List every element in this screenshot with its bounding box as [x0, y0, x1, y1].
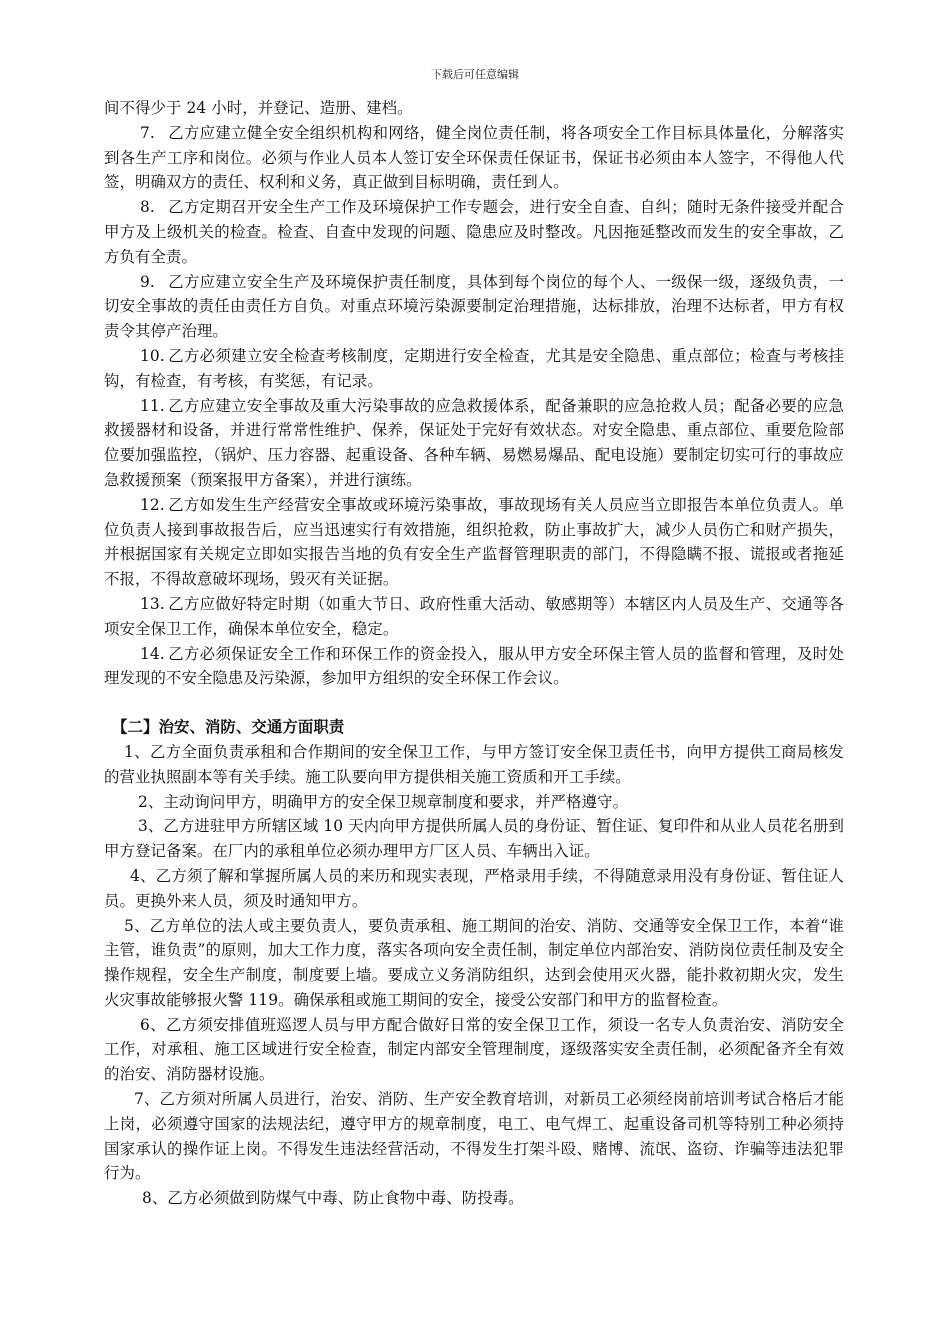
- clause-item: 5、乙方单位的法人或主要负责人，要负责承租、施工期间的治安、消防、交通等安全保卫工作，本着“谁主管，谁负责”的原则，加大工作力度，落实各项向安全责任制，制定单位内部治安、消防岗位责任制及安全操作规程，安全生产制度，制度要上墙。要成立义务消防组织，达到会使用灭火器，能扑救初期火灾，发生火灾事故能够报火警 119。确保承租或施工期间的安全，接受公安部门和甲方的监督检查。: [104, 916, 844, 1009]
- clause-item: 7、乙方须对所属人员进行，治安、消防、生产安全教育培训，对新员工必须经岗前培训考试合格后才能上岗，必须遵守国家的法规法纪，遵守甲方的规章制度，电工、电气焊工、起重设备司机等特别工种必须持国家承认的操作证上岗。不得发生违法经营活动，不得发生打架斗殴、赌博、流氓、盗窃、诈骗等违法犯罪行为。: [104, 1090, 844, 1183]
- numbered-item: [104, 493, 844, 592]
- numbered-item: [104, 344, 844, 394]
- section-gap: [104, 691, 844, 715]
- item-number: 11.: [140, 396, 165, 415]
- part1-list: [104, 121, 844, 691]
- item-number: 13.: [140, 594, 165, 613]
- page-header: 下载后可任意编辑: [431, 68, 519, 81]
- item-number: 8.: [140, 198, 155, 217]
- item-text: 乙方应建立安全事故及重大污染事故的应急救援体系，配备兼职的应急抢救人员；配备必要的应急救援器材和设备，并进行常常性维护、保养，保证处于完好有效状态。对安全隐患、重点部位、重要危险部位要加强监控，（锅炉、压力容器、起重设备、各种车辆、易燃易爆品、配电设施）要制定切实可行的事故应急救援预案（预案报甲方备案），并进行演练。: [104, 396, 844, 489]
- item-text: 乙方必须建立安全检查考核制度，定期进行安全检查，尤其是安全隐患、重点部位；检查与考核挂钩，有检查，有考核，有奖惩，有记录。: [104, 346, 844, 390]
- numbered-item: [104, 592, 844, 642]
- item-number: 7.: [140, 123, 155, 142]
- item-text: 乙方应建立健全安全组织机构和网络，健全岗位责任制，将各项安全工作目标具体量化，分解落实到各生产工序和岗位。必须与作业人员本人签订安全环保责任保证书，保证书必须由本人签字，不得他人代签，明确双方的责任、权利和义务，真正做到目标明确，责任到人。: [104, 123, 844, 192]
- numbered-item: [104, 195, 844, 269]
- clause-item: 4、乙方须了解和掌握所属人员的来历和现实表现，严格录用手续，不得随意录用没有身份证、暂住证人员。更换外来人员，须及时通知甲方。: [104, 866, 844, 910]
- numbered-item: [104, 270, 844, 344]
- item-text: 乙方应建立安全生产及环境保护责任制度，具体到每个岗位的每个人、一级保一级，逐级负责，一切安全事故的责任由责任方自负。对重点环境污染源要制定治理措施，达标排放，治理不达标者，甲方有权责令其停产治理。: [104, 272, 844, 341]
- item-text: 乙方如发生生产经营安全事故或环境污染事故，事故现场有关人员应当立即报告本单位负责人。单位负责人接到事故报告后，应当迅速实行有效措施，组织抢救，防止事故扩大，减少人员伤亡和财产损失，并根据国家有关规定立即如实报告当地的负有安全生产监督管理职责的部门，不得隐瞒不报、谎报或者拖延不报，不得故意破坏现场，毁灭有关证据。: [104, 495, 844, 589]
- item-text: 乙方应做好特定时期（如重大节日、政府性重大活动、敏感期等）本辖区内人员及生产、交通等各项安全保卫工作，确保本单位安全，稳定。: [104, 594, 844, 638]
- clause-item: 6、乙方须安排值班巡逻人员与甲方配合做好日常的安全保卫工作，须设一名专人负责治安、消防安全工作，对承租、施工区域进行安全检查，制定内部安全管理制度，逐级落实安全责任制，必须配备齐全有效的治安、消防器材设施。: [104, 1015, 844, 1084]
- numbered-item: [104, 121, 844, 195]
- item-number: 9.: [140, 272, 155, 291]
- clause-item: 3、乙方进驻甲方所辖区域 10 天内向甲方提供所属人员的身份证、暂住证、复印件和从业人员花名册到甲方登记备案。在厂内的承租单位必须办理甲方厂区人员、车辆出入证。: [104, 817, 844, 861]
- clause-item: 2、主动询问甲方，明确甲方的安全保卫规章制度和要求，并严格遵守。: [138, 792, 629, 811]
- item-number: 10.: [140, 346, 165, 365]
- clause-item: 1、乙方全面负责承租和合作期间的安全保卫工作，与甲方签订安全保卫责任书，向甲方提供工商局核发的营业执照副本等有关手续。施工队要向甲方提供相关施工资质和开工手续。: [104, 742, 844, 786]
- item-text: 乙方必须保证安全工作和环保工作的资金投入，服从甲方安全环保主管人员的监督和管理，及时处理发现的不安全隐患及污染源，参加甲方组织的安全环保工作会议。: [104, 644, 844, 688]
- numbered-item: [104, 642, 844, 692]
- document-body: [104, 96, 844, 1211]
- numbered-item: [104, 394, 844, 493]
- continuation-paragraph: 间不得少于 24 小时，并登记、造册、建档。: [104, 99, 413, 117]
- item-number: 14.: [140, 644, 165, 663]
- item-text: 乙方定期召开安全生产工作及环境保护工作专题会，进行安全自查、自纠；随时无条件接受并配合甲方及上级机关的检查。检查、自查中发现的问题、隐患应及时整改。凡因拖延整改而发生的安全事故，乙方负有全责。: [104, 198, 844, 266]
- section-title: 【二】治安、消防、交通方面职责: [112, 718, 345, 737]
- clause-item: 8、乙方必须做到防煤气中毒、防止食物中毒、防投毒。: [142, 1189, 524, 1208]
- part2-list: [104, 740, 844, 1211]
- item-number: 12.: [140, 495, 165, 514]
